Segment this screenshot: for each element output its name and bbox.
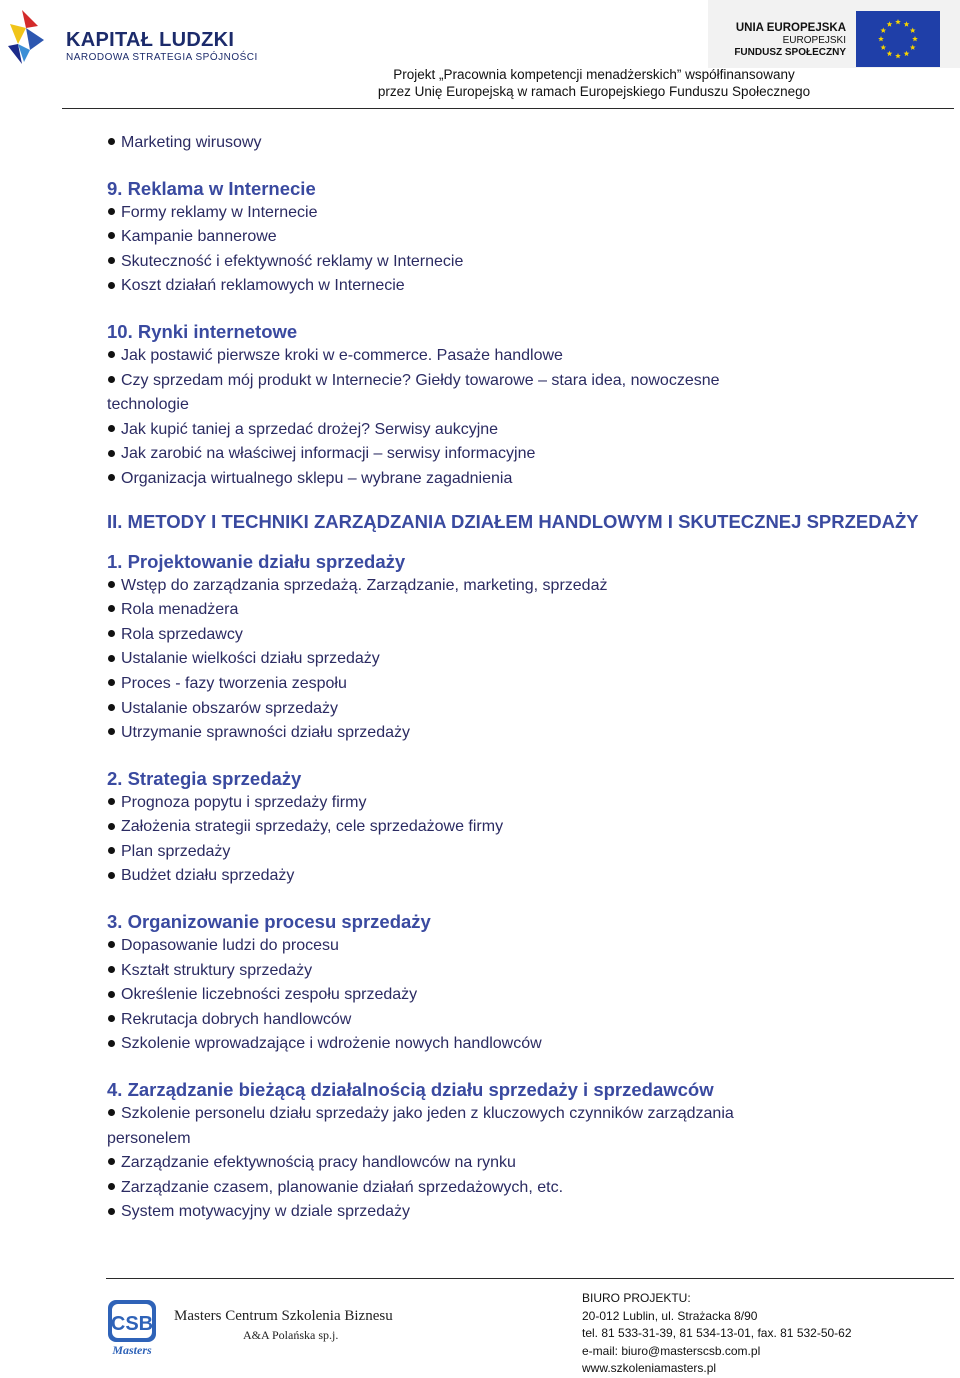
list-9 xyxy=(107,201,927,299)
bullet-icon xyxy=(108,1183,115,1190)
list-a xyxy=(107,131,927,156)
list-item-text: Ustalanie obszarów sprzedaży xyxy=(121,699,338,717)
list-10b xyxy=(107,418,927,492)
list-item xyxy=(107,647,927,672)
list-item xyxy=(107,934,927,959)
list-item xyxy=(107,791,927,816)
list-item-text: Utrzymanie sprawności działu sprzedaży xyxy=(121,724,410,742)
bullet-icon xyxy=(108,351,115,358)
list-item xyxy=(107,623,927,648)
list-item-continuation: technologie xyxy=(107,396,189,414)
section-heading-3: 3. Organizowanie procesu sprzedaży xyxy=(107,911,431,933)
list-item-text: Zarządzanie czasem, planowanie działań sprzedażowych, etc. xyxy=(121,1178,564,1196)
document-body xyxy=(107,131,927,1225)
masters-csb-logo xyxy=(106,1296,160,1358)
list-item-text: Koszt działań reklamowych w Internecie xyxy=(121,277,405,295)
bullet-icon xyxy=(108,679,115,686)
list-item xyxy=(107,672,927,697)
bullet-icon xyxy=(108,425,115,432)
list-item xyxy=(107,1176,927,1201)
bullet-icon xyxy=(108,1109,115,1116)
company-name: Masters Centrum Szkolenia Biznesu xyxy=(174,1308,393,1324)
list-item xyxy=(107,983,927,1008)
list-item-continuation: personelem xyxy=(107,1129,191,1147)
bullet-icon xyxy=(108,630,115,637)
list-item: Szkolenie personelu działu sprzedaży jako jeden z kluczowych czynników zarządzania xyxy=(107,1102,927,1127)
section-heading-4: 4. Zarządzanie bieżącą działalnością działu sprzedaży i sprzedawców xyxy=(107,1079,714,1101)
list-item xyxy=(107,864,927,889)
list-item xyxy=(107,1151,927,1176)
bullet-icon xyxy=(108,1040,115,1047)
bullet-icon xyxy=(108,728,115,735)
list-item-text: Ustalanie wielkości działu sprzedaży xyxy=(121,650,380,668)
project-line-2: przez Unię Europejską w ramach Europejskiego Funduszu Społecznego xyxy=(377,84,811,99)
list-item-text: Czy sprzedam mój produkt w Internecie? Giełdy towarowe – stara idea, nowoczesne xyxy=(121,371,720,389)
bullet-icon xyxy=(108,1158,115,1165)
bullet-icon xyxy=(108,823,115,830)
bullet-icon xyxy=(108,605,115,612)
list-item-text: Jak postawić pierwsze kroki w e-commerce. Pasaże handlowe xyxy=(121,346,563,364)
list-3 xyxy=(107,934,927,1057)
header-divider xyxy=(62,108,954,109)
list-item-text: Wstęp do zarządzania sprzedażą. Zarządzanie, marketing, sprzedaż xyxy=(121,576,608,594)
office-address: 20-012 Lublin, ul. Strażacka 8/90 xyxy=(582,1308,758,1323)
bullet-icon xyxy=(108,257,115,264)
list-item xyxy=(107,1008,927,1033)
list-item-text: Marketing wirusowy xyxy=(121,134,262,151)
office-email[interactable]: e-mail: biuro@masterscsb.com.pl xyxy=(582,1343,761,1358)
list-item-text: Jak zarobić na właściwej informacji – serwisy informacyjne xyxy=(121,445,536,463)
list-item xyxy=(107,598,927,623)
bullet-icon xyxy=(108,798,115,805)
bullet-icon xyxy=(108,282,115,289)
list-item xyxy=(107,1200,927,1225)
list-item-text: Założenia strategii sprzedaży, cele sprzedażowe firmy xyxy=(121,818,504,836)
list-item-text: Budżet działu sprzedaży xyxy=(121,867,295,885)
company-subtitle: A&A Polańska sp.j. xyxy=(243,1328,339,1342)
list-item xyxy=(107,467,927,492)
list-item-text: Określenie liczebności zespołu sprzedaży xyxy=(121,986,418,1004)
list-item-text: Rola menadżera xyxy=(121,601,239,619)
list-item xyxy=(107,442,927,467)
list-item xyxy=(107,418,927,443)
list-item-text: Proces - fazy tworzenia zespołu xyxy=(121,674,347,692)
bullet-icon xyxy=(108,376,115,383)
list-item-text: Jak kupić taniej a sprzedać drożej? Serwisy aukcyjne xyxy=(121,420,499,438)
list-item xyxy=(107,697,927,722)
bullet-icon xyxy=(108,941,115,948)
section-heading-9: 9. Reklama w Internecie xyxy=(107,177,316,199)
bullet-icon xyxy=(108,138,115,145)
list-item xyxy=(107,274,927,299)
list-item-text: Formy reklamy w Internecie xyxy=(121,203,318,221)
list-item-text: Plan sprzedaży xyxy=(121,842,231,860)
list-item-text: Dopasowanie ludzi do procesu xyxy=(121,937,339,955)
project-office-info xyxy=(582,1290,852,1378)
eu-line-1: UNIA EUROPEJSKA xyxy=(735,22,846,34)
bullet-icon xyxy=(108,1208,115,1215)
office-phone: tel. 81 533-31-39, 81 534-13-01, fax. 81 532-50-62 xyxy=(582,1326,852,1341)
list-item xyxy=(107,131,927,156)
list-item-text: Kształt struktury sprzedaży xyxy=(121,961,313,979)
kapital-ludzki-subtitle: NARODOWA STRATEGIA SPÓJNOŚCI xyxy=(66,52,258,63)
bullet-icon xyxy=(108,991,115,998)
list-item-text: Kampanie bannerowe xyxy=(121,228,277,246)
bullet-icon xyxy=(108,450,115,457)
svg-text:CSB: CSB xyxy=(110,1313,154,1335)
list-2 xyxy=(107,791,927,889)
list-item xyxy=(107,959,927,984)
list-1 xyxy=(107,574,927,746)
kapital-ludzki-logo xyxy=(4,6,48,72)
footer-divider xyxy=(106,1278,954,1279)
list-item xyxy=(107,840,927,865)
list-item xyxy=(107,344,927,369)
list-item xyxy=(107,225,927,250)
bullet-icon xyxy=(108,208,115,215)
bullet-icon xyxy=(108,474,115,481)
list-item xyxy=(107,721,927,746)
eu-line-2: EUROPEJSKI xyxy=(782,35,846,46)
list-item xyxy=(107,1032,927,1057)
bullet-icon xyxy=(108,704,115,711)
bullet-icon xyxy=(108,872,115,879)
eu-line-3: FUNDUSZ SPOŁECZNY xyxy=(734,47,846,58)
bullet-icon xyxy=(108,655,115,662)
list-item-text: Skuteczność i efektywność reklamy w Internecie xyxy=(121,252,464,270)
section-heading-2: 2. Strategia sprzedaży xyxy=(107,767,302,789)
bullet-icon xyxy=(108,847,115,854)
list-item-text: Rekrutacja dobrych handlowców xyxy=(121,1010,352,1028)
list-item xyxy=(107,815,927,840)
bullet-icon xyxy=(108,1015,115,1022)
list-item-text: Rola sprzedawcy xyxy=(121,625,243,643)
list-item xyxy=(107,201,927,226)
kapital-ludzki-title: KAPITAŁ LUDZKI xyxy=(66,29,235,51)
svg-text:Masters: Masters xyxy=(112,1343,152,1357)
list-item-text: Szkolenie wprowadzające i wdrożenie nowych handlowców xyxy=(121,1035,542,1053)
part-heading-II: II. METODY I TECHNIKI ZARZĄDZANIA DZIAŁEM HANDLOWYM I SKUTECZNEJ SPRZEDAŻY xyxy=(107,510,919,532)
list-item-text: Organizacja wirtualnego sklepu – wybrane zagadnienia xyxy=(121,469,513,487)
list-item-text: System motywacyjny w dziale sprzedaży xyxy=(121,1203,410,1221)
list-item-text: Prognoza popytu i sprzedaży firmy xyxy=(121,793,367,811)
bullet-icon xyxy=(108,232,115,239)
list-item xyxy=(107,574,927,599)
bullet-icon xyxy=(108,581,115,588)
office-label: BIURO PROJEKTU: xyxy=(582,1291,691,1305)
office-website[interactable]: www.szkoleniamasters.pl xyxy=(582,1361,717,1376)
list-item-text: Zarządzanie efektywnością pracy handlowców na rynku xyxy=(121,1154,516,1172)
list-item xyxy=(107,369,927,394)
list-10a xyxy=(107,344,927,393)
eu-flag-icon xyxy=(856,11,940,67)
list-item xyxy=(107,250,927,275)
list-4b xyxy=(107,1151,927,1225)
bullet-icon xyxy=(108,966,115,973)
section-heading-10: 10. Rynki internetowe xyxy=(107,320,298,342)
section-heading-1: 1. Projektowanie działu sprzedaży xyxy=(107,550,406,572)
project-line-1: Projekt „Pracownia kompetencji menadżerskich” współfinansowany xyxy=(393,67,795,82)
